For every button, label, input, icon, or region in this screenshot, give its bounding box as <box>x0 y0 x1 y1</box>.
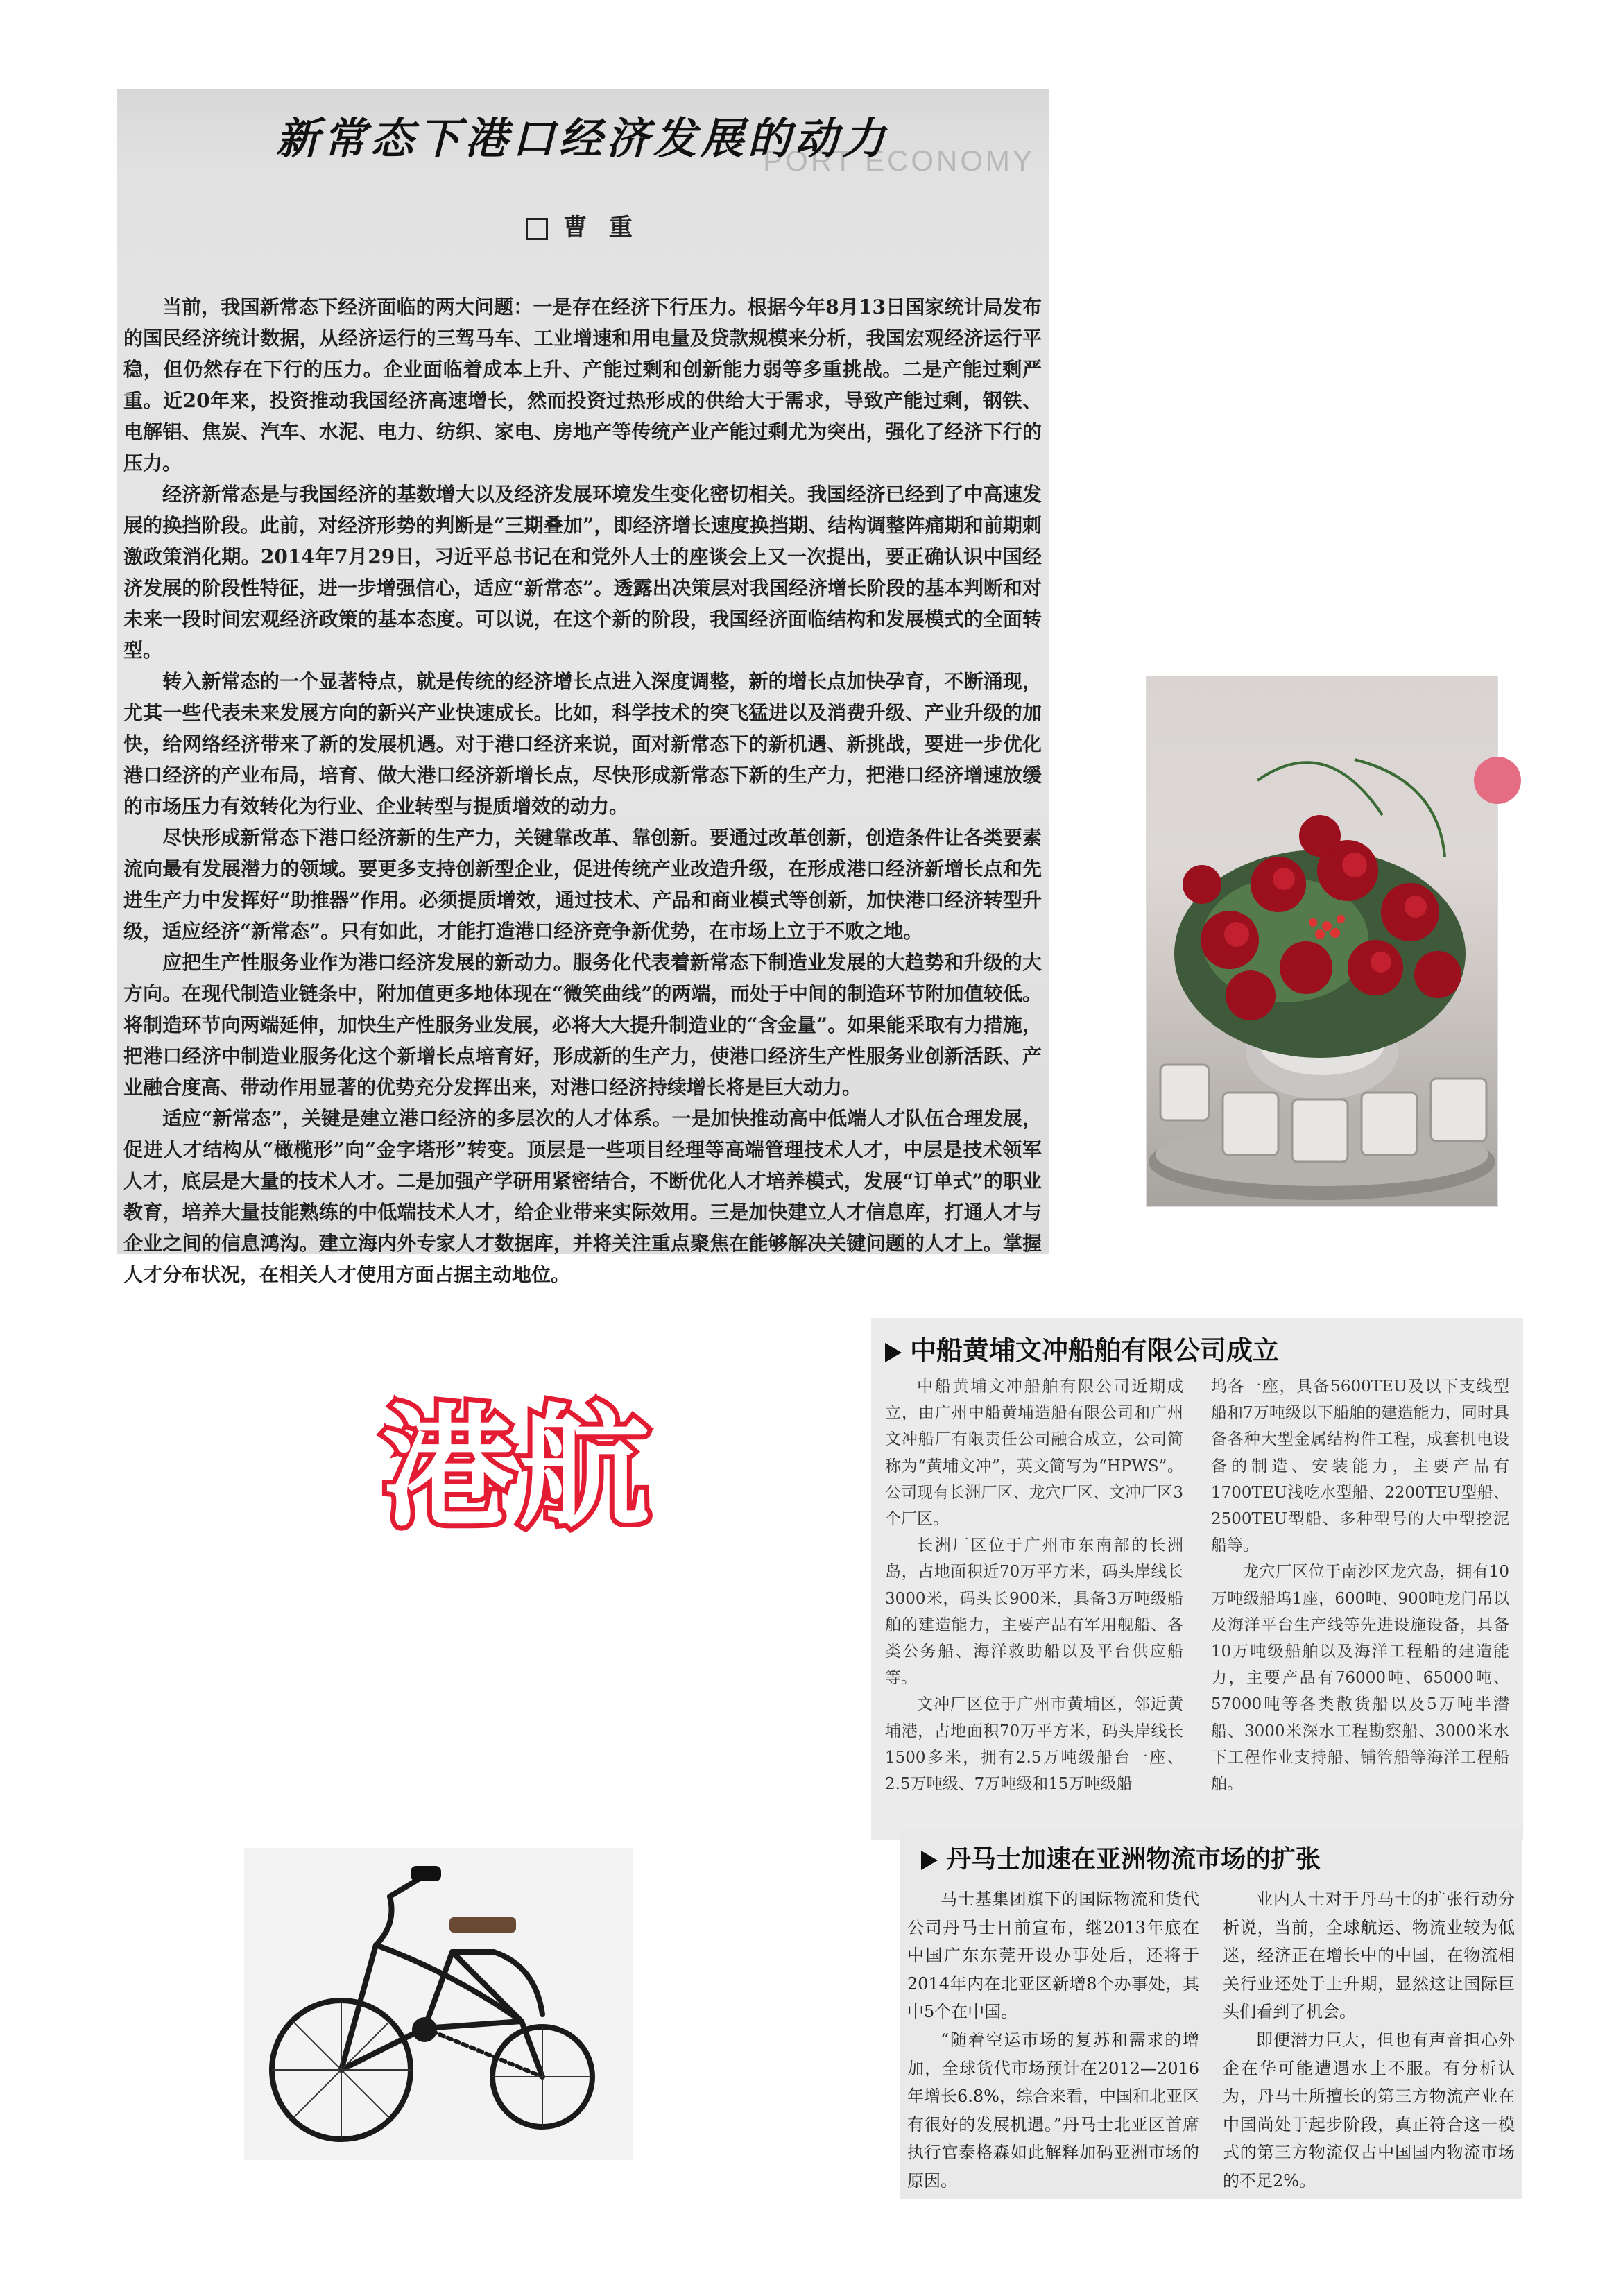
triangle-bullet-icon <box>921 1851 938 1870</box>
news-columns <box>907 1885 1515 2195</box>
news-paragraph: 中船黄埔文冲船舶有限公司近期成立，由广州中船黄埔造船有限公司和广州文冲船厂有限责任公司融合成立，公司简称为“黄埔文冲”，英文简写为“HPWS”。公司现有长洲厂区、龙穴厂区、文冲厂区3个厂区。 <box>885 1378 1183 1529</box>
news-headline <box>885 1329 1279 1367</box>
flower-vase-illustration <box>1147 676 1497 1206</box>
author-box-icon <box>526 218 548 240</box>
news-paragraph: 坞各一座，具备5600TEU及以下支线型船和7万吨级以下船舶的建造能力，同时具备各种大型金属结构件工程，成套机电设备的制造、安装能力，主要产品有1700TEU浅吃水型船、2200TEU型船、2500TEU型船、多种型号的大中型挖泥船等。 <box>1211 1378 1509 1555</box>
news-paragraph: 业内人士对于丹马士的扩张行动分析说，当前，全球航运、物流业较为低迷，经济正在增长中的中国，在物流相关行业还处于上升期，显然这让国际巨头们看到了机会。 <box>1223 1890 1515 2022</box>
news-column <box>1223 1885 1515 2195</box>
article-paragraph: 适应“新常态”，关键是建立港口经济的多层次的人才体系。一是加快推动高中低端人才队伍合理发展，促进人才结构从“橄榄形”向“金字塔形”转变。顶层是一些项目经理等高端管理技术人才，中层是技术领军人才，底层是大量的技术人才。二是加强产学研用紧密结合，不断优化人才培养模式，发展“订单式”的职业教育，培养大量技能熟练的中低端技术人才，给企业带来实际效用。三是加快建立人才信息库，打通人才与企业之间的信息鸿沟。建立海内外专家人才数据库，并将关注重点聚焦在能够解决关键问题的人才上。掌握人才分布状况，在相关人才使用方面占据主动地位。 <box>123 1107 1042 1286</box>
news-paragraph: 即便潜力巨大，但也有声音担心外企在华可能遭遇水土不服。有分析认为，丹马士所擅长的第三方物流产业在中国尚处于起步阶段，真正符合这一模式的第三方物流仅占中国国内物流市场的不足2%。 <box>1223 2030 1515 2191</box>
news-headline-text: 中船黄埔文冲船舶有限公司成立 <box>910 1335 1280 1366</box>
news-headline-text: 丹马士加速在亚洲物流市场的扩张 <box>946 1845 1321 1874</box>
news-article-shipbuilding <box>871 1318 1523 1840</box>
news-paragraph: 龙穴厂区位于南沙区龙穴岛，拥有10万吨级船坞1座，600吨、900吨龙门吊以及海洋平台生产线等先进设施设备，具备10万吨级船舶以及海洋工程船的建造能力，主要产品有76000吨、65000吨、57000吨等各类散货船以及5万吨半潜船、3000米深水工程勘察船、3000米水下工程作业支持船、铺管船等海洋工程船舶。 <box>1211 1563 1509 1794</box>
news-column <box>885 1373 1183 1797</box>
news-paragraph: 文冲厂区位于广州市黄埔区，邻近黄埔港，占地面积70万平方米，码头岸线长1500多米，拥有2.5万吨级船台一座、2.5万吨级、7万吨级和15万吨级船 <box>885 1695 1183 1794</box>
ghost-watermark-text: PORT ECONOMY <box>763 144 1035 177</box>
article-paragraph: 应把生产性服务业作为港口经济发展的新动力。服务化代表着新常态下制造业发展的大趋势和升级的大方向。在现代制造业链条中，附加值更多地体现在“微笑曲线”的两端，而处于中间的制造环节附加值较低。将制造环节向两端延伸，加快生产性服务业发展，必将大大提升制造业的“含金量”。如果能采取有力措施，把港口经济中制造业服务化这个新增长点培育好，形成新的生产力，使港口经济生产性服务业创新活跃、产业融合度高、带动作用显著的优势充分发挥出来，对港口经济持续增长将是巨大动力。 <box>123 951 1042 1099</box>
bicycle-photo <box>244 1848 633 2160</box>
news-columns <box>885 1373 1509 1797</box>
bicycle-illustration <box>244 1848 633 2160</box>
main-article <box>117 89 1049 1286</box>
author-name: 曹 重 <box>563 214 639 241</box>
logo-text: 港航 <box>381 1391 654 1545</box>
news-headline <box>921 1840 1321 1875</box>
news-paragraph: “随着空运市场的复苏和需求的增加，全球货代市场预计在2012—2016年增长6.8%，综合来看，中国和北亚区有很好的发展机遇。”丹马士北亚区首席执行官泰格森如此解释加码亚洲市场的原因。 <box>907 2030 1199 2191</box>
news-column <box>907 1885 1199 2195</box>
gang-hang-logo <box>320 1335 716 1543</box>
news-paragraph: 长洲厂区位于广州市东南部的长洲岛，占地面积近70万平方米，码头岸线长3000米，码头长900米，具备3万吨级船舶的建造能力，主要产品有军用舰船、各类公务船、海洋救助船以及平台供应船等。 <box>885 1536 1183 1688</box>
news-column <box>1211 1373 1509 1797</box>
article-paragraph: 当前，我国新常态下经济面临的两大问题：一是存在经济下行压力。根据今年8月13日国家统计局发布的国民经济统计数据，从经济运行的三驾马车、工业增速和用电量及贷款规模来分析，我国宏观经济运行平稳，但仍然存在下行的压力。企业面临着成本上升、产能过剩和创新能力弱等多重挑战。二是产能过剩严重。近20年来，投资推动我国经济高速增长，然而投资过热形成的供给大于需求，导致产能过剩，钢铁、电解铝、焦炭、汽车、水泥、电力、纺织、家电、房地产等传统产业产能过剩尤为突出，强化了经济下行的压力。 <box>123 295 1042 474</box>
article-author <box>117 208 1049 242</box>
article-paragraph: 转入新常态的一个显著特点，就是传统的经济增长点进入深度调整，新的增长点加快孕育，不断涌现，尤其一些代表未来发展方向的新兴产业快速成长。比如，科学技术的突飞猛进以及消费升级、产业升级的加快，给网络经济带来了新的发展机遇。对于港口经济来说，面对新常态下的新机遇、新挑战，要进一步优化港口经济的产业布局，培育、做大港口经济新增长点，尽快形成新常态下新的生产力，把港口经济增速放缓的市场压力有效转化为行业、企业转型与提质增效的动力。 <box>123 670 1042 818</box>
article-paragraph: 尽快形成新常态下港口经济新的生产力，关键靠改革、靠创新。要通过改革创新，创造条件让各类要素流向最有发展潜力的领域。要更多支持创新型企业，促进传统产业改造升级，在形成港口经济新增长点和先进生产力中发挥好“助推器”作用。必须提质增效，通过技术、产品和商业模式等创新，加快港口经济转型升级，适应经济“新常态”。只有如此，才能打造港口经济竞争新优势，在市场上立于不败之地。 <box>123 826 1042 943</box>
flower-vase-photo <box>1146 676 1498 1207</box>
article-title: 新常态下港口经济发展的动力 <box>275 113 889 164</box>
article-body <box>117 291 1049 1290</box>
article-paragraph: 经济新常态是与我国经济的基数增大以及经济发展环境发生变化密切相关。我国经济已经到了中高速发展的换挡阶段。此前，对经济形势的判断是“三期叠加”，即经济增长速度换挡期、结构调整阵痛期和前期刺激政策消化期。2014年7月29日，习近平总书记在和党外人士的座谈会上又一次提出，要正确认识中国经济发展的阶段性特征，进一步增强信心，适应“新常态”。透露出决策层对我国经济增长阶段的基本判断和对未来一段时间宏观经济政策的基本态度。可以说，在这个新的阶段，我国经济面临结构和发展模式的全面转型。 <box>123 483 1042 662</box>
news-article-damco <box>900 1830 1522 2199</box>
triangle-bullet-icon <box>885 1343 902 1362</box>
news-paragraph: 马士基集团旗下的国际物流和货代公司丹马士日前宣布，继2013年底在中国广东东莞开设办事处后，还将于2014年内在北亚区新增8个办事处，其中5个在中国。 <box>907 1890 1199 2022</box>
